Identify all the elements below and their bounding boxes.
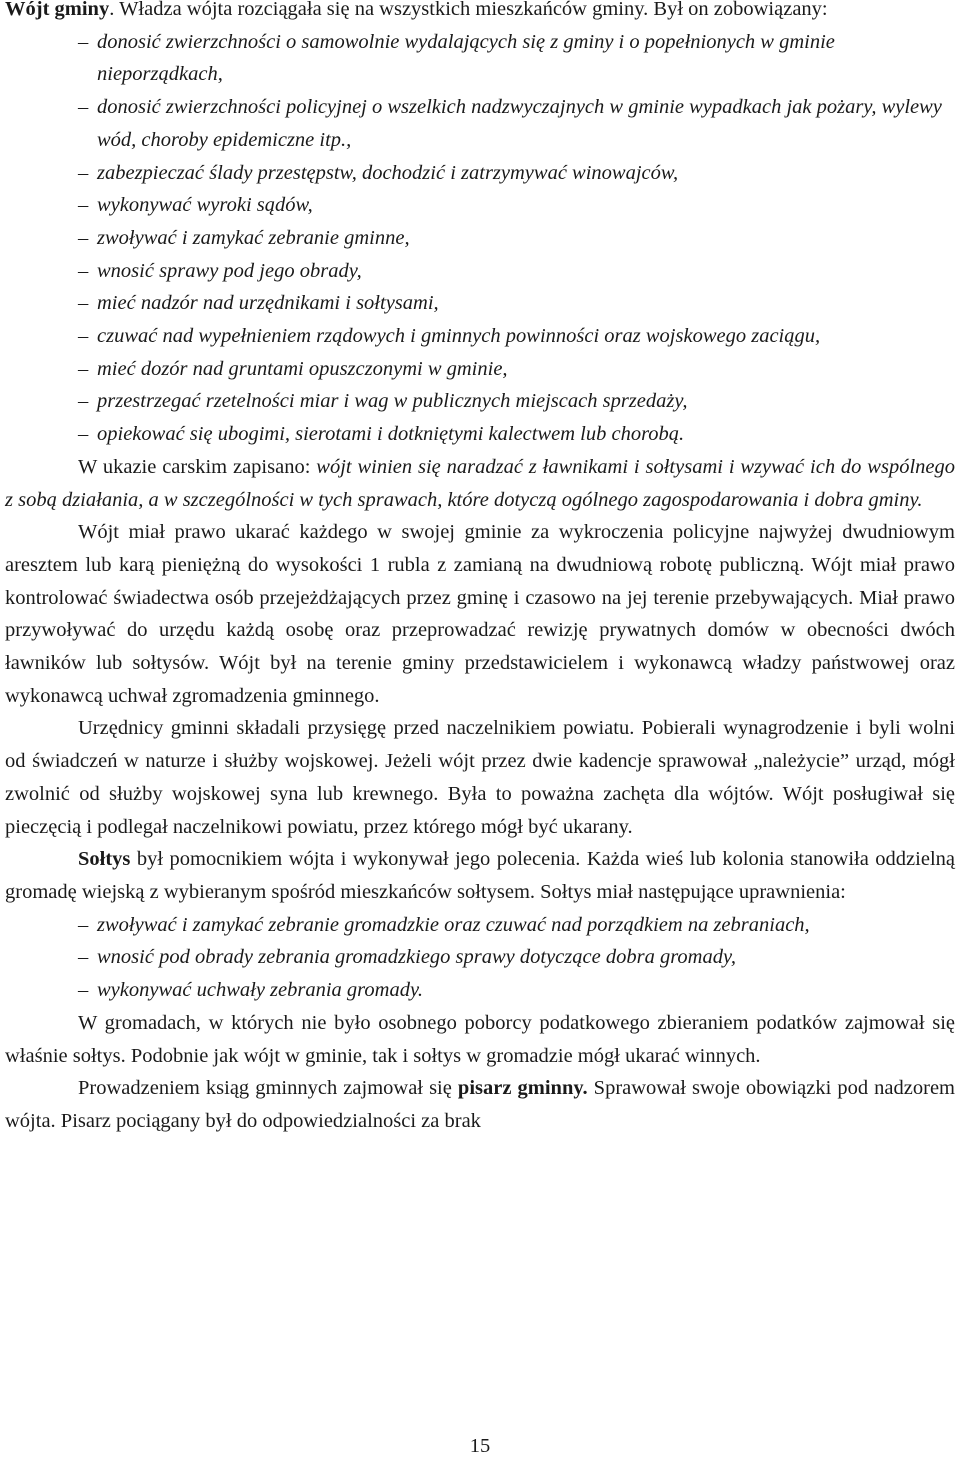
list-item: – zwoływać i zamykać zebranie gromadzkie oraz czuwać nad porządkiem na zebraniach, (78, 913, 810, 936)
soltys-term: Sołtys (78, 848, 131, 871)
list-item: – mieć dozór nad gruntami opuszczonymi w gminie, (78, 357, 508, 380)
soltys-powers-list (5, 909, 955, 1007)
ukaz-lead: W ukazie carskim zapisano: (78, 455, 317, 478)
wojt-intro-paragraph (5, 0, 955, 26)
list-item: – wnosić pod obrady zebrania gromadzkiego sprawy dotyczące dobra gromady, (78, 946, 737, 969)
soltys-intro-text: był pomocnikiem wójta i wykonywał jego polecenia. Każda wieś lub kolonia stanowiła oddzielną gromadę wiejską z wybieranym spośród mieszkańców sołtysem. Sołtys miał następujące uprawnienia: (5, 848, 955, 903)
ukaz-paragraph (5, 451, 955, 516)
list-item: – zwoływać i zamykać zebranie gminne, (78, 226, 410, 249)
wojt-powers-paragraph: Wójt miał prawo ukarać każdego w swojej gminie za wykroczenia policyjne najwyżej dwudniowym aresztem lub karą pieniężną do wysokości 1 rubla z zamianą na dwudniową robotę publiczną. Wójt miał prawo kontrolować świadectwa osób przejeżdżających przez gminę i czasowo na jej terenie przebywających. Miał prawo przywoływać do urzędu każdą osobę oraz przeprowadzać rewizję prywatnych domów w obecności dwóch ławników lub sołtysów. Wójt był na terenie gminy przedstawicielem i wykonawcą władzy państwowej oraz wykonawcą uchwał zgromadzenia gminnego. (5, 521, 955, 707)
soltys-taxes-paragraph: W gromadach, w których nie było osobnego poborcy podatkowego zbieraniem podatków zajmował się właśnie sołtys. Podobnie jak wójt w gminie, tak i sołtys w gromadzie mógł ukarać winnych. (5, 1011, 955, 1067)
wojt-intro-text: . Władza wójta rozciągała się na wszystkich mieszkańców gminy. Był on zobowiązany: (109, 0, 828, 20)
list-item: – czuwać nad wypełnieniem rządowych i gminnych powinności oraz wojskowego zaciągu, (78, 325, 821, 348)
list-item: – zabezpieczać ślady przestępstw, dochodzić i zatrzymywać winowajców, (78, 161, 679, 184)
soltys-intro-paragraph (5, 843, 955, 908)
list-item: – wykonywać uchwały zebrania gromady. (78, 979, 424, 1002)
wojt-duties-list (5, 26, 955, 451)
pisarz-lead: Prowadzeniem ksiąg gminnych zajmował się (78, 1077, 458, 1100)
document-page (5, 0, 955, 1138)
pisarz-rest: Sprawował swoje obowiązki pod nadzorem wójta. Pisarz pociągany był do odpowiedzialności za brak (5, 1077, 955, 1132)
pisarz-term: pisarz gminny. (457, 1077, 588, 1100)
list-item: – opiekować się ubogimi, sierotami i dotkniętymi kalectwem lub chorobą. (78, 423, 685, 446)
list-item: – wnosić sprawy pod jego obrady, (78, 259, 362, 282)
list-item: – donosić zwierzchności policyjnej o wszelkich nadzwyczajnych w gminie wypadkach jak pożary, wylewy wód, choroby epidemiczne itp., (78, 96, 942, 151)
ukaz-quote: wójt winien się naradzać z ławnikami i sołtysami i wzywać ich do wspólnego z sobą działania, a w szczególności w tych sprawach, które dotyczą ogólnego zagospodarowania i dobra gminy. (5, 455, 956, 511)
list-item: – wykonywać wyroki sądów, (78, 194, 313, 217)
list-item: – mieć nadzór nad urzędnikami i sołtysami, (78, 292, 439, 315)
list-item: – przestrzegać rzetelności miar i wag w publicznych miejscach sprzedaży, (78, 390, 688, 413)
page-number: 15 (469, 1435, 491, 1457)
officials-paragraph: Urzędnicy gminni składali przysięgę przed naczelnikiem powiatu. Pobierali wynagrodzenie i byli wolni od świadczeń w naturze i służby wojskowej. Jeżeli wójt przez dwie kadencje sprawował „należycie” urząd, mógł zwolnić od służby wojskowej syna lub krewnego. Była to poważna zachęta dla wójtów. Wójt posługiwał się pieczęcią i podlegał naczelnikowi powiatu, przez którego mógł być ukarany. (5, 717, 955, 838)
pisarz-paragraph (5, 1072, 955, 1137)
list-item: – donosić zwierzchności o samowolnie wydalających się z gminy i o popełnionych w gminie nieporządkach, (78, 30, 835, 86)
wojt-term: Wójt gminy (5, 0, 110, 20)
